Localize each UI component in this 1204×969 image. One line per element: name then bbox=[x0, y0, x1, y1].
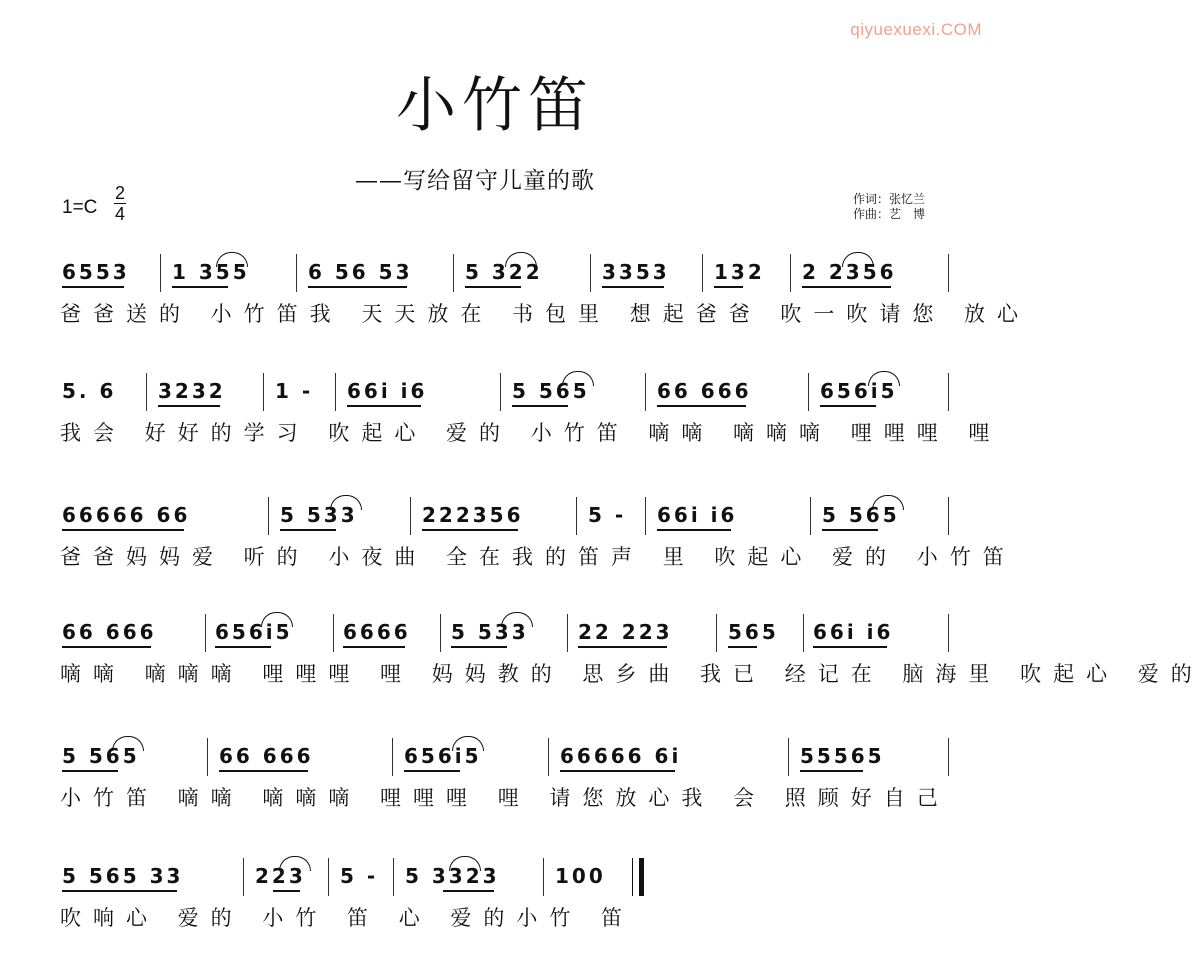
barline bbox=[702, 254, 703, 292]
measure: 5 565 33 bbox=[62, 864, 183, 890]
barline bbox=[716, 614, 717, 652]
measure: 66i i6 bbox=[813, 620, 893, 646]
barline bbox=[500, 373, 501, 411]
song-title: 小竹笛 bbox=[396, 71, 594, 141]
notation-row bbox=[0, 738, 1012, 778]
measure: 656i5 bbox=[404, 744, 482, 770]
lyric-line: 小竹笛 嘀嘀 嘀嘀嘀 哩哩哩 哩 请您放心我 会 照顾好自己 bbox=[60, 786, 950, 810]
time-signature-bottom: 4 bbox=[114, 204, 125, 224]
barline bbox=[645, 497, 646, 535]
barline bbox=[948, 373, 949, 411]
lyric-line: 嘀嘀 嘀嘀嘀 哩哩哩 哩 妈妈教的 思乡曲 我已 经记在 脑海里 吹起心 爱的 bbox=[60, 662, 1204, 686]
barline bbox=[453, 254, 454, 292]
lyric-line: 爸爸送的 小竹笛我 天天放在 书包里 想起爸爸 吹一吹请您 放心 bbox=[60, 302, 1031, 326]
barline bbox=[243, 858, 244, 896]
final-barline bbox=[639, 858, 644, 896]
lyric-line: 爸爸妈妈爱 听的 小夜曲 全在我的笛声 里 吹起心 爱的 小竹笛 bbox=[60, 545, 1016, 569]
measure: 5 322 bbox=[465, 260, 543, 286]
key-signature: 1=C bbox=[62, 197, 98, 218]
notation-row bbox=[0, 614, 1012, 654]
barline bbox=[333, 614, 334, 652]
lyricist-credit: 作词：张忆兰 bbox=[853, 192, 926, 206]
barline bbox=[296, 254, 297, 292]
barline bbox=[803, 614, 804, 652]
watermark: qiyuexuexi.COM bbox=[850, 20, 982, 39]
measure: 5 533 bbox=[451, 620, 529, 646]
measure: 5 565 bbox=[62, 744, 140, 770]
barline bbox=[335, 373, 336, 411]
time-signature-top: 2 bbox=[114, 183, 125, 203]
lyric-line: 吹响心 爱的 小竹 笛 心 爱的小竹 笛 bbox=[60, 906, 635, 930]
notation-row bbox=[0, 373, 1012, 413]
measure: 66 666 bbox=[219, 744, 314, 770]
barline bbox=[808, 373, 809, 411]
measure: 2 2356 bbox=[802, 260, 897, 286]
barline bbox=[567, 614, 568, 652]
measure: 66666 6i bbox=[560, 744, 681, 770]
score-system-4 bbox=[0, 614, 1204, 714]
measure: 66 666 bbox=[657, 379, 752, 405]
measure: 565 bbox=[728, 620, 779, 646]
barline bbox=[440, 614, 441, 652]
barline bbox=[645, 373, 646, 411]
score-system-3 bbox=[0, 497, 1016, 597]
measure: 223 bbox=[255, 864, 306, 890]
measure: 5 565 bbox=[822, 503, 900, 529]
barline bbox=[160, 254, 161, 292]
measure: 100 bbox=[555, 864, 606, 888]
barline bbox=[393, 858, 394, 896]
barline bbox=[590, 254, 591, 292]
barline bbox=[948, 738, 949, 776]
measure: 66i i6 bbox=[657, 503, 737, 529]
lyrics-row bbox=[0, 902, 1012, 932]
measure: 5 565 bbox=[512, 379, 590, 405]
measure: 5 533 bbox=[280, 503, 358, 529]
score-system-6 bbox=[0, 858, 1012, 958]
barline bbox=[263, 373, 264, 411]
measure: 3353 bbox=[602, 260, 670, 286]
barline bbox=[790, 254, 791, 292]
barline bbox=[392, 738, 393, 776]
measure: 6553 bbox=[62, 260, 130, 286]
score-system-2 bbox=[0, 373, 1012, 473]
barline bbox=[328, 858, 329, 896]
credits bbox=[853, 192, 925, 222]
measure: 6666 bbox=[343, 620, 411, 646]
barline bbox=[948, 497, 949, 535]
measure: 1 - bbox=[275, 379, 314, 403]
barline bbox=[410, 497, 411, 535]
barline bbox=[207, 738, 208, 776]
notation-row bbox=[0, 858, 1012, 898]
measure: 66666 66 bbox=[62, 503, 190, 529]
barline bbox=[948, 614, 949, 652]
lyrics-row bbox=[0, 541, 1016, 571]
barline bbox=[548, 738, 549, 776]
barline bbox=[948, 254, 949, 292]
measure: 132 bbox=[714, 260, 765, 286]
barline bbox=[268, 497, 269, 535]
measure: 5. 6 bbox=[62, 379, 117, 403]
score-system-1 bbox=[0, 254, 1031, 354]
measure: 22 223 bbox=[578, 620, 673, 646]
score-system-5 bbox=[0, 738, 1012, 838]
barline bbox=[576, 497, 577, 535]
measure: 1 355 bbox=[172, 260, 250, 286]
notation-row bbox=[0, 497, 1012, 537]
lyrics-row bbox=[0, 782, 1012, 812]
measure: 222356 bbox=[422, 503, 524, 529]
composer-credit: 作曲：艺 博 bbox=[853, 207, 926, 221]
lyrics-row bbox=[0, 658, 1204, 688]
lyrics-row bbox=[0, 417, 1012, 447]
notation-row bbox=[0, 254, 1012, 294]
measure: 656i5 bbox=[820, 379, 898, 405]
lyrics-row bbox=[0, 298, 1031, 328]
measure: 656i5 bbox=[215, 620, 293, 646]
time-signature bbox=[113, 183, 127, 224]
song-subtitle: ——写给留守儿童的歌 bbox=[355, 168, 595, 194]
measure: 6 56 53 bbox=[308, 260, 413, 286]
measure: 5 - bbox=[340, 864, 379, 888]
barline bbox=[543, 858, 544, 896]
measure: 5 - bbox=[588, 503, 627, 527]
barline bbox=[788, 738, 789, 776]
barline bbox=[146, 373, 147, 411]
measure: 66i i6 bbox=[347, 379, 427, 405]
measure: 5 3323 bbox=[405, 864, 500, 890]
measure: 55565 bbox=[800, 744, 885, 770]
barline bbox=[810, 497, 811, 535]
measure: 66 666 bbox=[62, 620, 157, 646]
barline bbox=[205, 614, 206, 652]
measure: 3232 bbox=[158, 379, 226, 405]
lyric-line: 我会 好好的学习 吹起心 爱的 小竹笛 嘀嘀 嘀嘀嘀 哩哩哩 哩 bbox=[60, 421, 1002, 445]
